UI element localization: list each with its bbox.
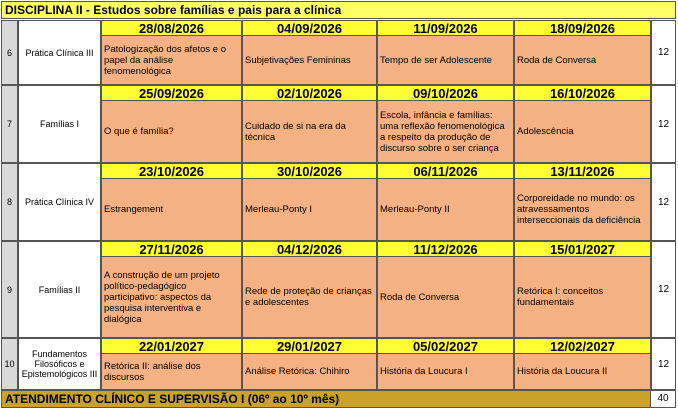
schedule-block <box>1 338 676 390</box>
session-date: 28/08/2026 <box>101 20 242 36</box>
session-date: 12/02/2027 <box>514 338 651 354</box>
discipline-name: Fundamentos Filosóficos e Epistemológicos III <box>18 338 101 390</box>
discipline-name: Prática Clínica IV <box>18 163 101 241</box>
row-number: 10 <box>1 338 18 390</box>
session-date: 09/10/2026 <box>377 85 514 101</box>
session-date: 23/10/2026 <box>101 163 242 179</box>
discipline-name: Prática Clínica III <box>18 20 101 85</box>
session-topic: A construção de um projeto político-pedagógico participativo: aspectos da pesquisa interventiva e dialógica <box>101 256 242 338</box>
workload-hours: 12 <box>651 85 676 163</box>
session-date: 18/09/2026 <box>514 20 651 36</box>
row-number: 8 <box>1 163 18 241</box>
schedule-block <box>1 163 676 241</box>
session-date: 06/11/2026 <box>377 163 514 179</box>
section-header: DISCIPLINA II - Estudos sobre famílias e pais para a clínica <box>1 1 676 19</box>
schedule-block <box>1 241 676 338</box>
row-number: 6 <box>1 20 18 85</box>
row-number: 9 <box>1 241 18 338</box>
discipline-name: Famílias II <box>18 241 101 338</box>
session-topic: Escola, infância e famílias: uma reflexão fenomenológica a respeito da produção de discurso sobre o ser criança <box>377 100 514 163</box>
session-topic: O que é família? <box>101 100 242 163</box>
session-topic: Roda de Conversa <box>377 256 514 338</box>
session-topic: Tempo de ser Adolescente <box>377 35 514 85</box>
session-date: 27/11/2026 <box>101 241 242 257</box>
session-date: 15/01/2027 <box>514 241 651 257</box>
schedule-block <box>1 20 676 85</box>
session-topic: Merleau-Ponty I <box>242 178 377 241</box>
footer-total-hours: 40 <box>650 391 675 407</box>
session-topic: Merleau-Ponty II <box>377 178 514 241</box>
session-date: 29/01/2027 <box>242 338 377 354</box>
session-date: 02/10/2026 <box>242 85 377 101</box>
session-date: 22/01/2027 <box>101 338 242 354</box>
session-topic: História da Loucura II <box>514 353 651 390</box>
session-date: 11/12/2026 <box>377 241 514 257</box>
workload-hours: 12 <box>651 20 676 85</box>
session-date: 04/12/2026 <box>242 241 377 257</box>
section-footer <box>1 390 676 408</box>
session-topic: História da Loucura I <box>377 353 514 390</box>
session-topic: Roda de Conversa <box>514 35 651 85</box>
session-topic: Cuidado de si na era da técnica <box>242 100 377 163</box>
session-topic: Retórica I: conceitos fundamentais <box>514 256 651 338</box>
session-topic: Adolescência <box>514 100 651 163</box>
session-topic: Patologização dos afetos e o papel da análise fenomenológica <box>101 35 242 85</box>
session-date: 30/10/2026 <box>242 163 377 179</box>
session-date: 16/10/2026 <box>514 85 651 101</box>
session-topic: Corporeidade no mundo: os atravessamentos interseccionais da deficiência <box>514 178 651 241</box>
workload-hours: 12 <box>651 163 676 241</box>
session-topic: Estrangement <box>101 178 242 241</box>
session-date: 13/11/2026 <box>514 163 651 179</box>
session-date: 25/09/2026 <box>101 85 242 101</box>
session-date: 11/09/2026 <box>377 20 514 36</box>
session-topic: Rede de proteção de crianças e adolescentes <box>242 256 377 338</box>
workload-hours: 12 <box>651 338 676 390</box>
workload-hours: 12 <box>651 241 676 338</box>
footer-title: ATENDIMENTO CLÍNICO E SUPERVISÃO I (06º ao 10º mês) <box>5 392 340 406</box>
session-date: 04/09/2026 <box>242 20 377 36</box>
session-date: 05/02/2027 <box>377 338 514 354</box>
session-topic: Análise Retórica: Chihiro <box>242 353 377 390</box>
row-number: 7 <box>1 85 18 163</box>
schedule-block <box>1 85 676 163</box>
session-topic: Subjetivações Femininas <box>242 35 377 85</box>
discipline-name: Famílias I <box>18 85 101 163</box>
session-topic: Retórica II: análise dos discursos <box>101 353 242 390</box>
